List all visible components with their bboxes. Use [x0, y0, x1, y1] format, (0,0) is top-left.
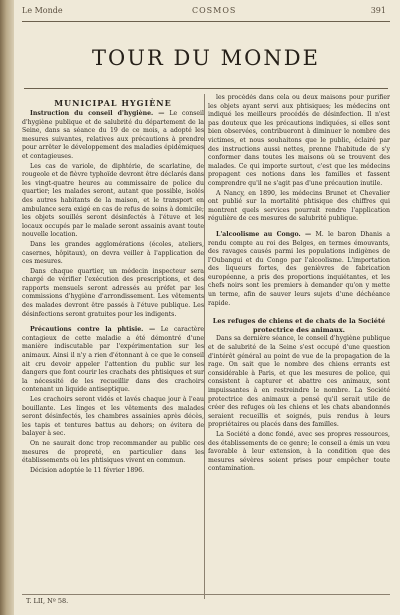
- paragraph: [208, 231, 390, 308]
- paragraph: [22, 326, 204, 395]
- paragraph-text: M. le baron Dhanis a rendu compte au roi des Belges, en termes émouvants, des ravages causés parmi les populations indigènes de l'Oubangui et du Congo par l'alcoolisme. L'importation des liqueurs fortes, des genièvres de fabrication européenne, a pris des proportions inquiétantes, et les chefs noirs sont les premiers à demander qu'on y mette un terme, afin de sauver leurs sujets d'une déchéance rapide.: [208, 230, 390, 307]
- paragraph: On ne saurait donc trop recommander au public ces mesures de propreté, en particulier dans les établissements où les phtisiques vivent en commun.: [22, 439, 204, 465]
- paragraph-lead: Précautions contre la phtisie. —: [30, 326, 156, 334]
- footer-rule: [22, 594, 390, 595]
- header-rule: [22, 21, 390, 22]
- paragraph: Dans sa dernière séance, le conseil d'hygiène publique et de salubrité de la Seine s'est occupé d'une question d'intérêt général au point de vue de la propagation de la rage. On sait que le nombre des chiens errants est considérable à Paris, et que les mesures de police, qui consistent à capturer et abattre ces animaux, sont impuissantes à en restreindre le nombre. La Société protectrice des animaux a pensé qu'il serait utile de créer des refuges où les chiens et les chats abandonnés seraient recueillis et soignés, puis rendus à leurs propriétaires ou placés dans des familles.: [208, 335, 390, 429]
- page-number: 391: [370, 6, 386, 15]
- running-head: [22, 6, 390, 20]
- running-head-left: Le Monde: [22, 6, 63, 15]
- paragraph: Dans chaque quartier, un médecin inspecteur sera chargé de vérifier l'exécution des prescriptions, et des rapports mensuels seront adressés au préfet par les commissions d'hygiène d'arrondissement. Les vêtements des malades devront être passés à l'étuve publique. Les désinfections seront gratuites pour les indigents.: [22, 267, 204, 318]
- paragraph-date: Décision adoptée le 11 février 1896.: [30, 466, 145, 474]
- left-column: [22, 94, 204, 594]
- paragraph: Les crachoirs seront vidés et lavés chaque jour à l'eau bouillante. Les linges et les vêtements des malades seront désinfectés, les chambres assainies après décès, les tapis et tentures battus au dehors; on évitera de balayer à sec.: [22, 396, 204, 438]
- footer-signature: T. LII, Nº 58.: [26, 597, 69, 605]
- paragraph: A Nancy, en 1890, les médecins Brunet et Chevalier ont publié sur la mortalité phtisique des chiffres qui montrent quels services pourrait rendre l'application régulière de ces mesures de salubrité publique.: [208, 189, 390, 223]
- paragraph-text: Le conseil d'hygiène publique et de salubrité du département de la Seine, dans sa séance du 19 de ce mois, a adopté les mesures suivantes, relatives aux précautions à prendre pour arrêter le développement des maladies épidémiques et contagieuses.: [22, 110, 204, 160]
- right-column: [208, 94, 390, 594]
- paragraph: [22, 110, 204, 162]
- section-heading-hygiene: MUNICIPAL HYGIÈNE: [54, 98, 172, 108]
- paragraph: Dans les grandes agglomérations (écoles, ateliers, casernes, hôpitaux), on devra veiller à l'application de ces mesures.: [22, 240, 204, 266]
- paragraph: La Société a donc fondé, avec ses propres ressources, des établissements de ce genre; le conseil a émis un vœu favorable à leur extension, à la condition que des mesures sévères soient prises pour empêcher toute contamination.: [208, 430, 390, 473]
- paragraph: Les cas de variole, de diphtérie, de scarlatine, de rougeole et de fièvre typhoïde devront être déclarés dans les vingt-quatre heures au commissaire de police du quartier; les malades seront, autant que possible, isolés des autres habitants de la maison, et le transport en ambulance sera exigé en cas de refus de soins à domicile; les objets souillés seront désinfectés à l'étuve et les locaux occupés par le malade seront assainis avant toute nouvelle location.: [22, 162, 204, 239]
- title-rule: [24, 88, 388, 89]
- paragraph: les procédés dans cela ou deux maisons pour purifier les objets ayant servi aux phtisiques; les médecins ont indiqué les meilleurs procédés de désinfection. Il n'est pas douteux que les précautions indiquées, si elles sont bien observées, contribueront à diminuer le nombre des victimes, et nous souhaitons que le public, éclairé par des instructions aussi nettes, prenne l'habitude de s'y conformer dans toutes les maisons où se trouvent des malades. Ce qui importe surtout, c'est que les médecins propagent ces notions dans les familles et fassent comprendre qu'il ne s'agit pas d'une précaution inutile.: [208, 94, 390, 187]
- page-title: TOUR DU MONDE: [92, 46, 320, 70]
- running-head-journal: COSMOS: [192, 6, 237, 15]
- paragraph-text: Le caractère contagieux de cette maladie a été démontré d'une manière indiscutable par l'expérimentation sur les animaux. Ainsi il n'y a rien d'étonnant à ce que le conseil ait cru devoir appeler l'attention du public sur les dangers que font courir les crachats des phtisiques et sur la nécessité de les recueillir dans des crachoirs contenant un liquide antiseptique.: [22, 326, 204, 394]
- paragraph-lead: L'alcoolisme au Congo. —: [216, 230, 312, 238]
- book-binding: [0, 0, 14, 615]
- section-heading-animals: Les refuges de chiens et de chats de la Société protectrice des animaux.: [212, 317, 386, 334]
- column-separator: [204, 94, 205, 599]
- paragraph-lead: Instruction du conseil d'hygiène. —: [30, 110, 165, 117]
